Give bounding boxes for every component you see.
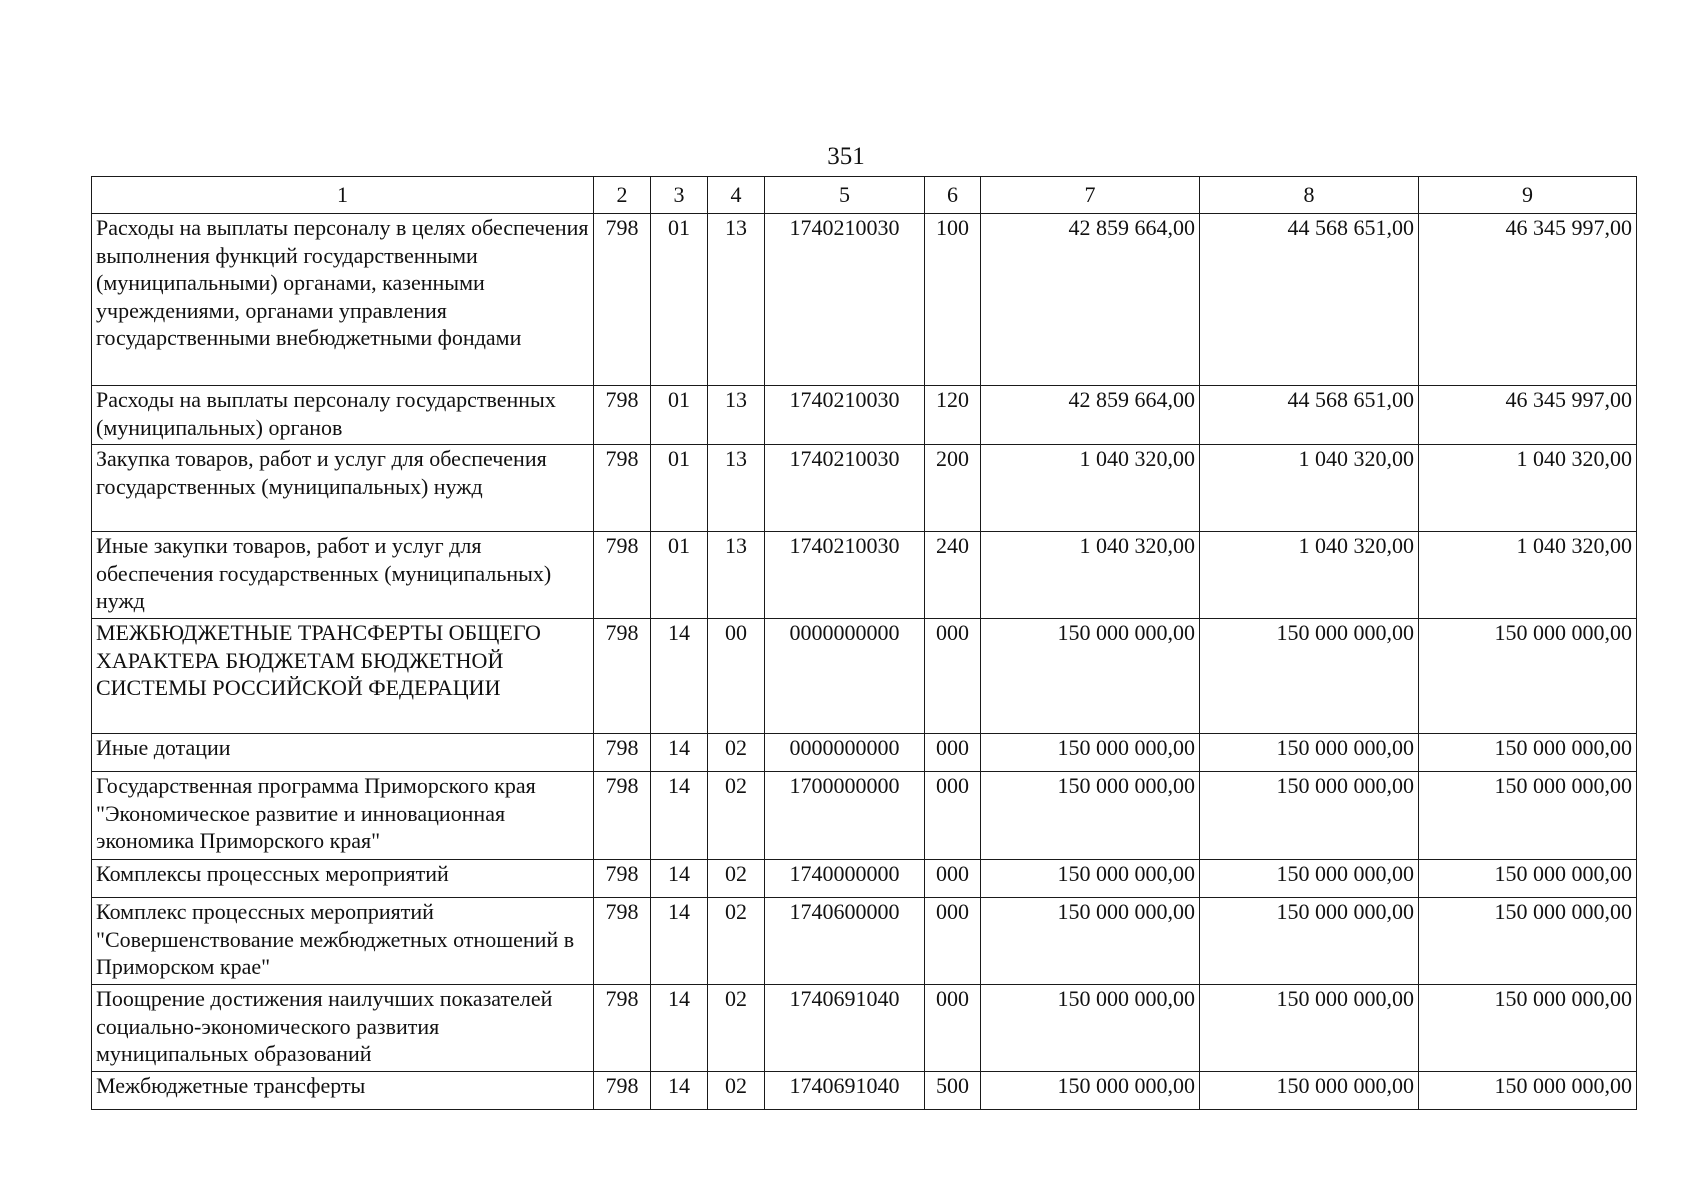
- table-row: [92, 860, 1637, 898]
- target-article-code: 1740210030: [765, 386, 925, 445]
- table-row: [92, 445, 1637, 532]
- table-row: [92, 898, 1637, 985]
- amount-col-8: 1 040 320,00: [1200, 445, 1419, 532]
- section-code: 14: [651, 1072, 708, 1110]
- amount-col-7: 150 000 000,00: [981, 985, 1200, 1072]
- amount-col-8: 150 000 000,00: [1200, 734, 1419, 772]
- header-col-4: 4: [708, 177, 765, 214]
- section-code: 14: [651, 985, 708, 1072]
- section-code: 01: [651, 532, 708, 619]
- target-article-code: 1740691040: [765, 1072, 925, 1110]
- target-article-code: 0000000000: [765, 619, 925, 734]
- subsection-code: 02: [708, 860, 765, 898]
- row-name: Иные закупки товаров, работ и услуг для обеспечения государственных (муниципальных) нужд: [92, 532, 594, 619]
- target-article-code: 1740210030: [765, 214, 925, 386]
- page-number: 351: [827, 143, 865, 170]
- header-col-5: 5: [765, 177, 925, 214]
- amount-col-8: 150 000 000,00: [1200, 772, 1419, 860]
- subsection-code: 02: [708, 1072, 765, 1110]
- expense-type-code: 200: [925, 445, 981, 532]
- expense-type-code: 000: [925, 898, 981, 985]
- admin-code: 798: [594, 619, 651, 734]
- amount-col-7: 150 000 000,00: [981, 898, 1200, 985]
- expense-type-code: 500: [925, 1072, 981, 1110]
- target-article-code: 1740210030: [765, 445, 925, 532]
- expense-type-code: 240: [925, 532, 981, 619]
- amount-col-9: 1 040 320,00: [1419, 445, 1637, 532]
- row-name: Межбюджетные трансферты: [92, 1072, 594, 1110]
- row-name: Расходы на выплаты персоналу государственных (муниципальных) органов: [92, 386, 594, 445]
- subsection-code: 13: [708, 214, 765, 386]
- amount-col-9: 150 000 000,00: [1419, 619, 1637, 734]
- amount-col-8: 44 568 651,00: [1200, 386, 1419, 445]
- header-col-1: 1: [92, 177, 594, 214]
- amount-col-9: 46 345 997,00: [1419, 386, 1637, 445]
- expense-type-code: 000: [925, 734, 981, 772]
- subsection-code: 00: [708, 619, 765, 734]
- section-code: 01: [651, 386, 708, 445]
- header-col-2: 2: [594, 177, 651, 214]
- subsection-code: 02: [708, 734, 765, 772]
- admin-code: 798: [594, 860, 651, 898]
- table-header: [92, 177, 1637, 214]
- amount-col-9: 150 000 000,00: [1419, 772, 1637, 860]
- amount-col-7: 1 040 320,00: [981, 532, 1200, 619]
- amount-col-9: 150 000 000,00: [1419, 898, 1637, 985]
- row-name: Комплекс процессных мероприятий "Совершенствование межбюджетных отношений в Приморском крае": [92, 898, 594, 985]
- section-code: 14: [651, 734, 708, 772]
- amount-col-7: 150 000 000,00: [981, 619, 1200, 734]
- section-code: 14: [651, 860, 708, 898]
- row-name: МЕЖБЮДЖЕТНЫЕ ТРАНСФЕРТЫ ОБЩЕГО ХАРАКТЕРА БЮДЖЕТАМ БЮДЖЕТНОЙ СИСТЕМЫ РОССИЙСКОЙ ФЕДЕРАЦИИ: [92, 619, 594, 734]
- admin-code: 798: [594, 985, 651, 1072]
- section-code: 14: [651, 619, 708, 734]
- amount-col-8: 44 568 651,00: [1200, 214, 1419, 386]
- table-row: [92, 772, 1637, 860]
- amount-col-8: 150 000 000,00: [1200, 619, 1419, 734]
- admin-code: 798: [594, 532, 651, 619]
- subsection-code: 13: [708, 532, 765, 619]
- amount-col-7: 150 000 000,00: [981, 734, 1200, 772]
- amount-col-9: 150 000 000,00: [1419, 734, 1637, 772]
- subsection-code: 13: [708, 386, 765, 445]
- table-row: [92, 386, 1637, 445]
- row-name: Комплексы процессных мероприятий: [92, 860, 594, 898]
- target-article-code: 1740691040: [765, 985, 925, 1072]
- amount-col-9: 150 000 000,00: [1419, 985, 1637, 1072]
- amount-col-7: 150 000 000,00: [981, 772, 1200, 860]
- expense-type-code: 000: [925, 985, 981, 1072]
- amount-col-8: 150 000 000,00: [1200, 1072, 1419, 1110]
- table-row: [92, 734, 1637, 772]
- subsection-code: 02: [708, 985, 765, 1072]
- amount-col-9: 150 000 000,00: [1419, 860, 1637, 898]
- section-code: 14: [651, 772, 708, 860]
- section-code: 01: [651, 214, 708, 386]
- amount-col-9: 150 000 000,00: [1419, 1072, 1637, 1110]
- row-name: Закупка товаров, работ и услуг для обеспечения государственных (муниципальных) нужд: [92, 445, 594, 532]
- row-name: Иные дотации: [92, 734, 594, 772]
- header-col-6: 6: [925, 177, 981, 214]
- header-col-3: 3: [651, 177, 708, 214]
- target-article-code: 1740600000: [765, 898, 925, 985]
- table-row: [92, 985, 1637, 1072]
- target-article-code: 1740000000: [765, 860, 925, 898]
- expense-type-code: 120: [925, 386, 981, 445]
- amount-col-8: 150 000 000,00: [1200, 898, 1419, 985]
- expense-type-code: 000: [925, 619, 981, 734]
- section-code: 14: [651, 898, 708, 985]
- admin-code: 798: [594, 386, 651, 445]
- section-code: 01: [651, 445, 708, 532]
- header-col-9: 9: [1419, 177, 1637, 214]
- budget-table: [91, 176, 1637, 1110]
- admin-code: 798: [594, 1072, 651, 1110]
- expense-type-code: 000: [925, 772, 981, 860]
- amount-col-7: 150 000 000,00: [981, 860, 1200, 898]
- subsection-code: 02: [708, 772, 765, 860]
- subsection-code: 02: [708, 898, 765, 985]
- header-col-8: 8: [1200, 177, 1419, 214]
- admin-code: 798: [594, 772, 651, 860]
- header-row: [92, 177, 1637, 214]
- header-col-7: 7: [981, 177, 1200, 214]
- amount-col-8: 150 000 000,00: [1200, 985, 1419, 1072]
- expense-type-code: 100: [925, 214, 981, 386]
- amount-col-8: 150 000 000,00: [1200, 860, 1419, 898]
- row-name: Поощрение достижения наилучших показателей социально-экономического развития муниципальных образований: [92, 985, 594, 1072]
- table-row: [92, 619, 1637, 734]
- row-name: Расходы на выплаты персоналу в целях обеспечения выполнения функций государственными (муниципальными) органами, казенными учреждениями, органами управления государственными внебюджетными фондами: [92, 214, 594, 386]
- target-article-code: 1700000000: [765, 772, 925, 860]
- expense-type-code: 000: [925, 860, 981, 898]
- amount-col-7: 1 040 320,00: [981, 445, 1200, 532]
- table-body: [92, 214, 1637, 1110]
- admin-code: 798: [594, 214, 651, 386]
- target-article-code: 1740210030: [765, 532, 925, 619]
- table-row: [92, 532, 1637, 619]
- subsection-code: 13: [708, 445, 765, 532]
- amount-col-8: 1 040 320,00: [1200, 532, 1419, 619]
- table-row: [92, 214, 1637, 386]
- admin-code: 798: [594, 898, 651, 985]
- amount-col-7: 42 859 664,00: [981, 386, 1200, 445]
- amount-col-9: 46 345 997,00: [1419, 214, 1637, 386]
- amount-col-9: 1 040 320,00: [1419, 532, 1637, 619]
- admin-code: 798: [594, 445, 651, 532]
- target-article-code: 0000000000: [765, 734, 925, 772]
- row-name: Государственная программа Приморского края "Экономическое развитие и инновационная экономика Приморского края": [92, 772, 594, 860]
- amount-col-7: 42 859 664,00: [981, 214, 1200, 386]
- table-row: [92, 1072, 1637, 1110]
- amount-col-7: 150 000 000,00: [981, 1072, 1200, 1110]
- admin-code: 798: [594, 734, 651, 772]
